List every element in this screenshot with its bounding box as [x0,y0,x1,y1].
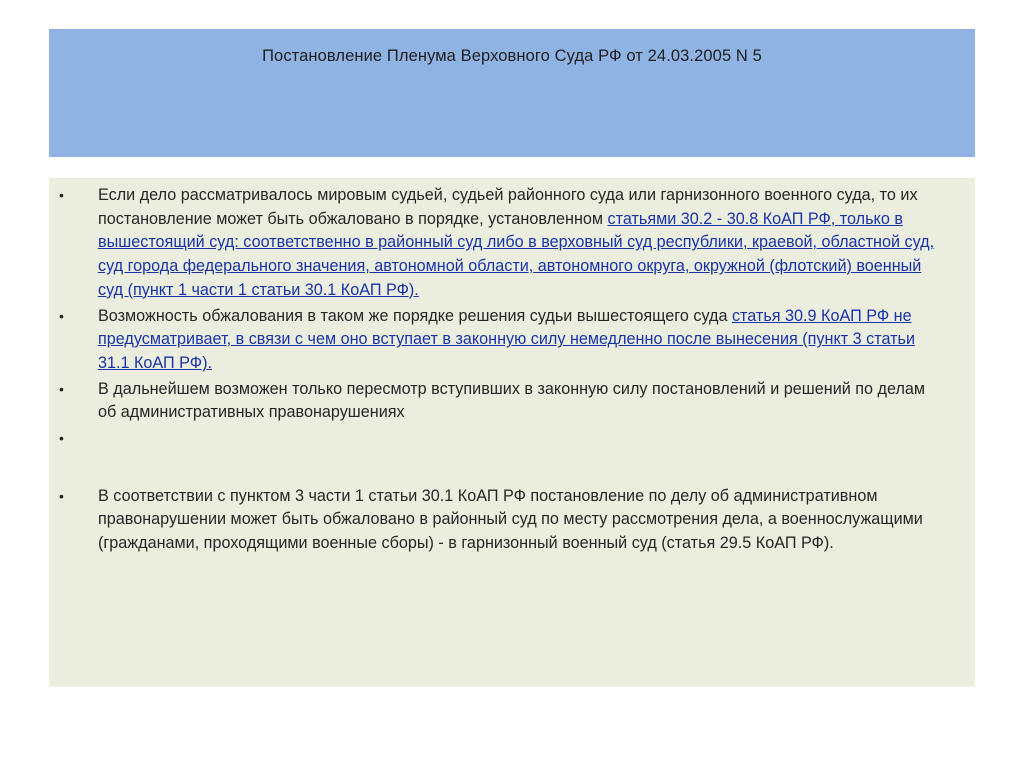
content-box [49,178,975,687]
bullet-marker: • [59,487,64,504]
bullet-marker: • [59,430,64,447]
bullet-marker: • [59,307,64,324]
bullet-text: В соответствии с пунктом 3 части 1 статьи 30.1 КоАП РФ постановление по делу об административном правонарушении может быть обжаловано в районный суд по месту рассмотрения дела, а военнослужащими (гражданами, проходящими военные сборы) - в гарнизонный военный суд (статья 29.5 КоАП РФ). [98,486,923,553]
bullet-item-5 [49,485,975,556]
bullet-list [49,184,975,558]
title-bar [49,29,975,157]
bullet-item-3 [49,378,975,425]
article-link-30-2[interactable]: статьями 30.2 - 30.8 КоАП РФ, только в вышестоящий суд: соответственно в районный суд либо в верховный суд республики, краевой, областной суд, суд города федерального значения, автономной области, автономного округа, окружной (флотский) военный суд (пункт 1 части 1 статьи 30.1 КоАП РФ). [98,209,935,299]
bullet-text: Если дело рассматривалось мировым судьей, судьей районного суда или гарнизонного военного суда, то их постановление может быть обжаловано в порядке, установленном [98,186,918,228]
bullet-item-4 [49,427,975,451]
bullet-text: Возможность обжалования в таком же порядке решения судьи вышестоящего суда [98,306,732,325]
bullet-marker: • [59,187,64,203]
slide-title: Постановление Пленума Верховного Суда РФ от 24.03.2005 N 5 [262,47,762,65]
bullet-item-2 [49,305,975,376]
bullet-item-1 [49,184,975,303]
bullet-marker: • [59,380,64,397]
bullet-text: В дальнейшем возможен только пересмотр вступивших в законную силу постановлений и решений по делам об административных правонарушениях [98,379,926,422]
article-link-30-9[interactable]: статья 30.9 КоАП РФ не предусматривает, в связи с чем оно вступает в законную силу немедленно после вынесения (пункт 3 статьи 31.1 КоАП РФ). [98,306,915,372]
